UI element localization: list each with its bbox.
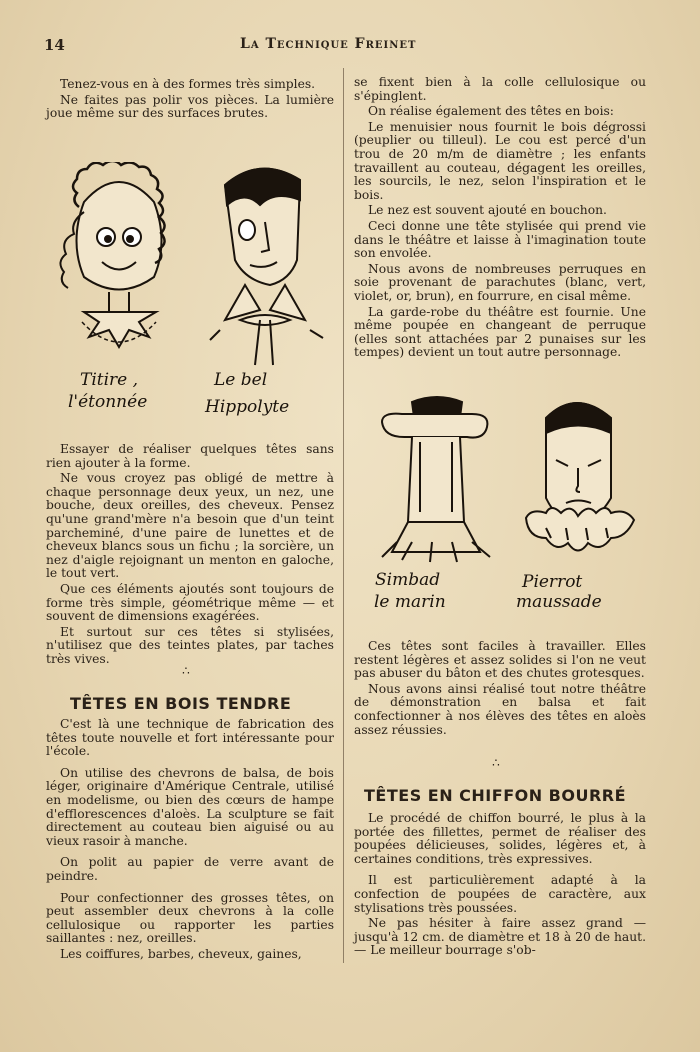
paragraph: Que ces éléments ajoutés sont toujours de forme très simple, géométrique même — et souvent de dimensions exagérées. [46,581,334,624]
titire-caption-line2: l'étonnée [68,392,148,412]
titire-illustration [44,162,194,377]
paragraph: La garde-robe du théâtre est fournie. Une même poupée en changeant de perruque (elles sont attachées par 2 punaises sur les tempes) devient un tout autre personnage. [354,304,646,360]
paragraph: Ces têtes sont faciles à travailler. Elles restent légères et assez solides si l'on ne veut pas abuser du bâton et des chutes grotesques. [354,639,646,681]
paragraph: Tenez-vous en à des formes très simples. [60,77,316,91]
pierrot-caption-line2: maussade [516,592,602,612]
paragraph: Ne vous croyez pas obligé de mettre à chaque personnage deux yeux, un nez, une bouche, deux oreilles, des cheveux. Pensez qu'une grand'mère n'a besoin que d'un teint parcheminé, d'une paire de lunettes et de cheveux blancs sous un fichu ; la sorcière, un nez d'aigle rejoignant un menton en galoche, le tout vert. [46,471,334,581]
paragraph: Le procédé de chiffon bourré, le plus à la portée des fillettes, permet de réaliser des poupées délicieuses, solides, légères et, à certaines conditions, très expressives. [354,811,646,866]
titire-caption-line1: Titire , [80,370,139,390]
simbad-caption-line2: le marin [374,592,446,612]
section-separator: ∴ [182,664,190,678]
paragraph: se fixent bien à la colle cellulosique ou s'épinglent. [354,75,646,103]
right-column-bottom-text [354,812,646,960]
simbad-illustration [372,392,502,572]
hippolyte-caption-line1: Le bel [214,370,268,390]
pierrot-illustration [516,388,646,573]
section-heading-chiffon-bourre: TÊTES EN CHIFFON BOURRÉ [364,786,627,805]
hippolyte-caption-line2: Hippolyte [205,397,290,417]
paragraph: Le nez est souvent ajouté en bouchon. [368,203,607,218]
paragraph: On réalise également des têtes en bois: [368,104,614,119]
running-title: La Technique Freinet [240,36,417,52]
paragraph: Ne faites pas polir vos pièces. La lumière joue même sur des surfaces brutes. [46,92,334,121]
paragraph: C'est là une technique de fabrication des têtes toute nouvelle et fort intéressante pour l'école. [46,717,334,759]
pierrot-caption-line1: Pierrot [522,572,583,592]
left-column-mid-text [46,443,334,669]
paragraph: Ceci donne une tête stylisée qui prend vie dans le théâtre et laisse à l'imagination toute son envolée. [354,218,646,261]
right-column-top-text [354,76,646,362]
paragraph: On polit au papier de verre avant de peindre. [46,855,334,883]
paragraph: Essayer de réaliser quelques têtes sans rien ajouter à la forme. [46,442,334,470]
section-separator: ∴ [492,756,500,770]
left-column-bottom-text [46,718,334,964]
simbad-caption-line1: Simbad [375,570,441,590]
paragraph: Il est particulièrement adapté à la confection de poupées de caractère, aux stylisations très poussées. [354,873,646,915]
right-column-mid-text [354,640,646,739]
paragraph: Nous avons ainsi réalisé tout notre théâtre de démonstration en balsa et fait confectionner à nos élèves des têtes en aloès assez réussies. [354,681,646,737]
paragraph: Pour confectionner des grosses têtes, on peut assembler deux chevrons à la colle cellulosique ou rapporter les parties saillantes : nez, oreilles. [46,890,334,946]
paragraph: Nous avons de nombreuses perruques en soie provenant de parachutes (blanc, vert, violet, or, brun), en fourrure, en cisal même. [354,261,646,303]
page-header [44,36,644,56]
paragraph: On utilise des chevrons de balsa, de bois léger, originaire d'Amérique Centrale, utilisé en modelisme, ou bien des cœurs de hampe d'efflorescences d'aloès. La sculpture se fait directement au couteau bien aiguisé ou au vieux rasoir à manche. [46,765,334,848]
paragraph: Les coiffures, barbes, cheveux, gaines, [60,946,302,961]
hippolyte-illustration [205,160,335,375]
paragraph: Et surtout sur ces têtes si stylisées, n'utilisez que des teintes plates, par taches très vives. [46,624,334,666]
paragraph: Ne pas hésiter à faire assez grand — jusqu'à 12 cm. de diamètre et 18 à 20 de haut. — Le meilleur bourrage s'ob- [354,916,646,958]
section-heading-bois-tendre: TÊTES EN BOIS TENDRE [70,694,292,713]
column-divider [343,68,344,963]
left-column-top-text [46,78,334,123]
page-number: 14 [44,36,65,54]
paragraph: Le menuisier nous fournit le bois dégrossi (peuplier ou tilleul). Le cou est percé d'un trou de 20 m/m de diamètre ; les enfants travaillent au couteau, dégagent les oreilles, les sourcils, le nez, selon l'inspiration et le bois. [354,119,646,202]
